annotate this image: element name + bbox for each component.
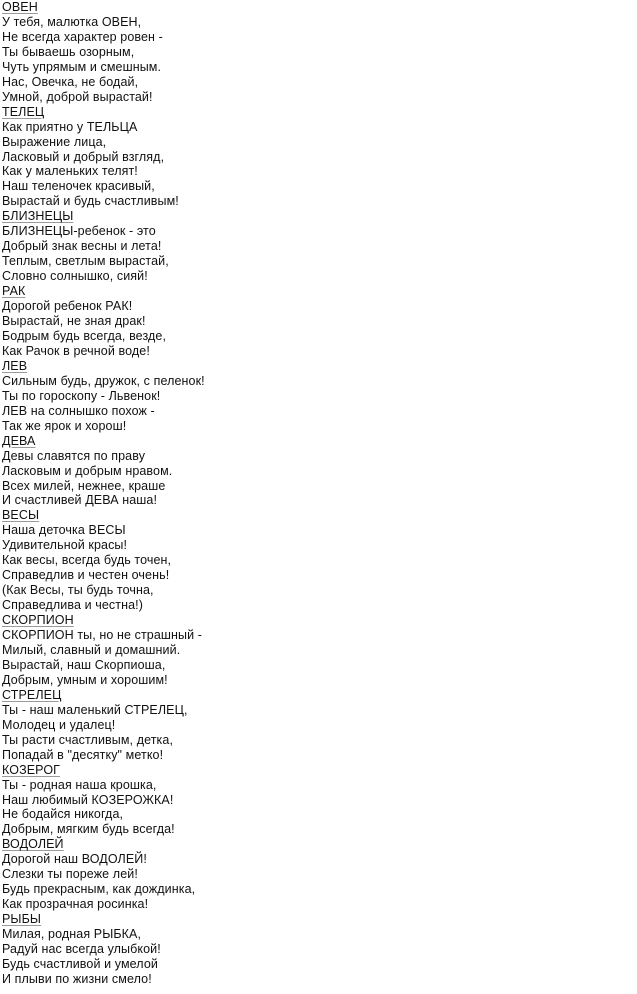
poem-line: СКОРПИОН ты, но не страшный - — [2, 628, 203, 643]
poem-line: Как у маленьких телят! — [2, 164, 138, 179]
poem-line: ЛЕВ на солнышко похож - — [2, 403, 155, 418]
poem-title: РЫБЫ — [2, 912, 42, 927]
poem-line: Нас, Овечка, не бодай, — [2, 74, 139, 89]
poem-title: ОВЕН — [2, 0, 38, 14]
poem-line: Ты расти счастливым, детка, — [2, 732, 174, 747]
poem-line: БЛИЗНЕЦЫ-ребенок - это — [2, 224, 156, 239]
poem-line: Вырастай, наш Скорпиоша, — [2, 657, 166, 672]
poem-title: ТЕЛЕЦ — [2, 104, 45, 119]
poem-line: Справедлива и честна!) — [2, 598, 143, 613]
poem-title: ДЕВА — [2, 433, 36, 448]
poem-section — [2, 912, 632, 987]
poem-line: Сильным будь, дружок, с пеленок! — [2, 373, 205, 388]
poem-title: ВОДОЛЕЙ — [2, 837, 64, 852]
poem-line: Милый, славный и домашний. — [2, 642, 181, 657]
poem-title: КОЗЕРОГ — [2, 762, 61, 777]
poem-line: Словно солнышко, сияй! — [2, 269, 148, 284]
poem-line: Так же ярок и хорош! — [2, 418, 127, 433]
poem-line: Не бодайся никогда, — [2, 807, 124, 822]
poem-line: Радуй нас всегда улыбкой! — [2, 942, 161, 957]
poem-line: Вырастай и будь счастливым! — [2, 194, 179, 209]
poem-line: Ты - родная наша крошка, — [2, 777, 157, 792]
poem-line: Добрым, мягким будь всегда! — [2, 822, 175, 837]
poem-title: РАК — [2, 284, 26, 299]
poem-line: Чуть упрямым и смешным. — [2, 59, 162, 74]
poem-section — [2, 359, 632, 434]
poem-line: Как прозрачная росинка! — [2, 897, 149, 912]
poem-section — [2, 837, 632, 912]
poem-line: Как весы, всегда будь точен, — [2, 553, 172, 568]
poem-line: Милая, родная РЫБКА, — [2, 927, 142, 942]
poem-section — [2, 0, 632, 105]
poem-line: Ты - наш маленький СТРЕЛЕЦ, — [2, 702, 188, 717]
poem-line: Слезки ты пореже лей! — [2, 867, 138, 882]
poem-line: Дорогой наш ВОДОЛЕЙ! — [2, 852, 147, 867]
poem-section — [2, 284, 632, 359]
poem-line: Бодрым будь всегда, везде, — [2, 328, 167, 343]
poem-line: (Как Весы, ты будь точна, — [2, 583, 154, 598]
poem-line: Девы славятся по праву — [2, 448, 146, 463]
poem-line: Теплым, светлым вырастай, — [2, 254, 169, 269]
poem-line: Будь прекрасным, как дождинка, — [2, 882, 196, 897]
poem-section — [2, 434, 632, 509]
poem-title: ВЕСЫ — [2, 508, 40, 523]
poem-line: Как Рачок в речной воде! — [2, 343, 150, 358]
poem-line: Добрый знак весны и лета! — [2, 239, 162, 254]
poem-line: У тебя, малютка ОВЕН, — [2, 14, 142, 29]
poem-line: Молодец и удалец! — [2, 717, 116, 732]
poem-line: Умной, доброй вырастай! — [2, 89, 153, 104]
poem-section — [2, 763, 632, 838]
poem-line: Вырастай, не зная драк! — [2, 314, 146, 329]
poem-line: Всех милей, нежнее, краше — [2, 478, 166, 493]
poem-line: Как приятно у ТЕЛЬЦА — [2, 119, 138, 134]
poem-line: Ты по гороскопу - Львенок! — [2, 388, 161, 403]
poem-line: И плыви по жизни смело! — [2, 971, 152, 986]
poem-section — [2, 688, 632, 763]
poem-section — [2, 508, 632, 613]
poem-title: СТРЕЛЕЦ — [2, 687, 62, 702]
poem-title: СКОРПИОН — [2, 613, 74, 628]
poem-section — [2, 209, 632, 284]
poem-line: Наша деточка ВЕСЫ — [2, 523, 126, 538]
poem-line: Ласковым и добрым нравом. — [2, 463, 173, 478]
poem-line: Наш теленочек красивый, — [2, 179, 155, 194]
poem-line: Выражение лица, — [2, 134, 107, 149]
poem-line: Наш любимый КОЗЕРОЖКА! — [2, 792, 174, 807]
poem-document — [2, 0, 632, 987]
poem-line: И счастливей ДЕВА наша! — [2, 493, 158, 508]
poem-line: Добрым, умным и хорошим! — [2, 672, 168, 687]
poem-line: Дорогой ребенок РАК! — [2, 299, 133, 314]
poem-line: Попадай в "десятку" метко! — [2, 747, 164, 762]
poem-title: ЛЕВ — [2, 358, 28, 373]
poem-line: Справедлив и честен очень! — [2, 568, 170, 583]
poem-section — [2, 613, 632, 688]
poem-line: Не всегда характер ровен - — [2, 29, 163, 44]
poem-line: Удивительной красы! — [2, 538, 128, 553]
poem-section — [2, 105, 632, 210]
poem-line: Ты бываешь озорным, — [2, 44, 135, 59]
poem-title: БЛИЗНЕЦЫ — [2, 209, 74, 224]
poem-line: Будь счастливой и умелой — [2, 957, 158, 971]
poem-line: Ласковый и добрый взгляд, — [2, 149, 165, 164]
